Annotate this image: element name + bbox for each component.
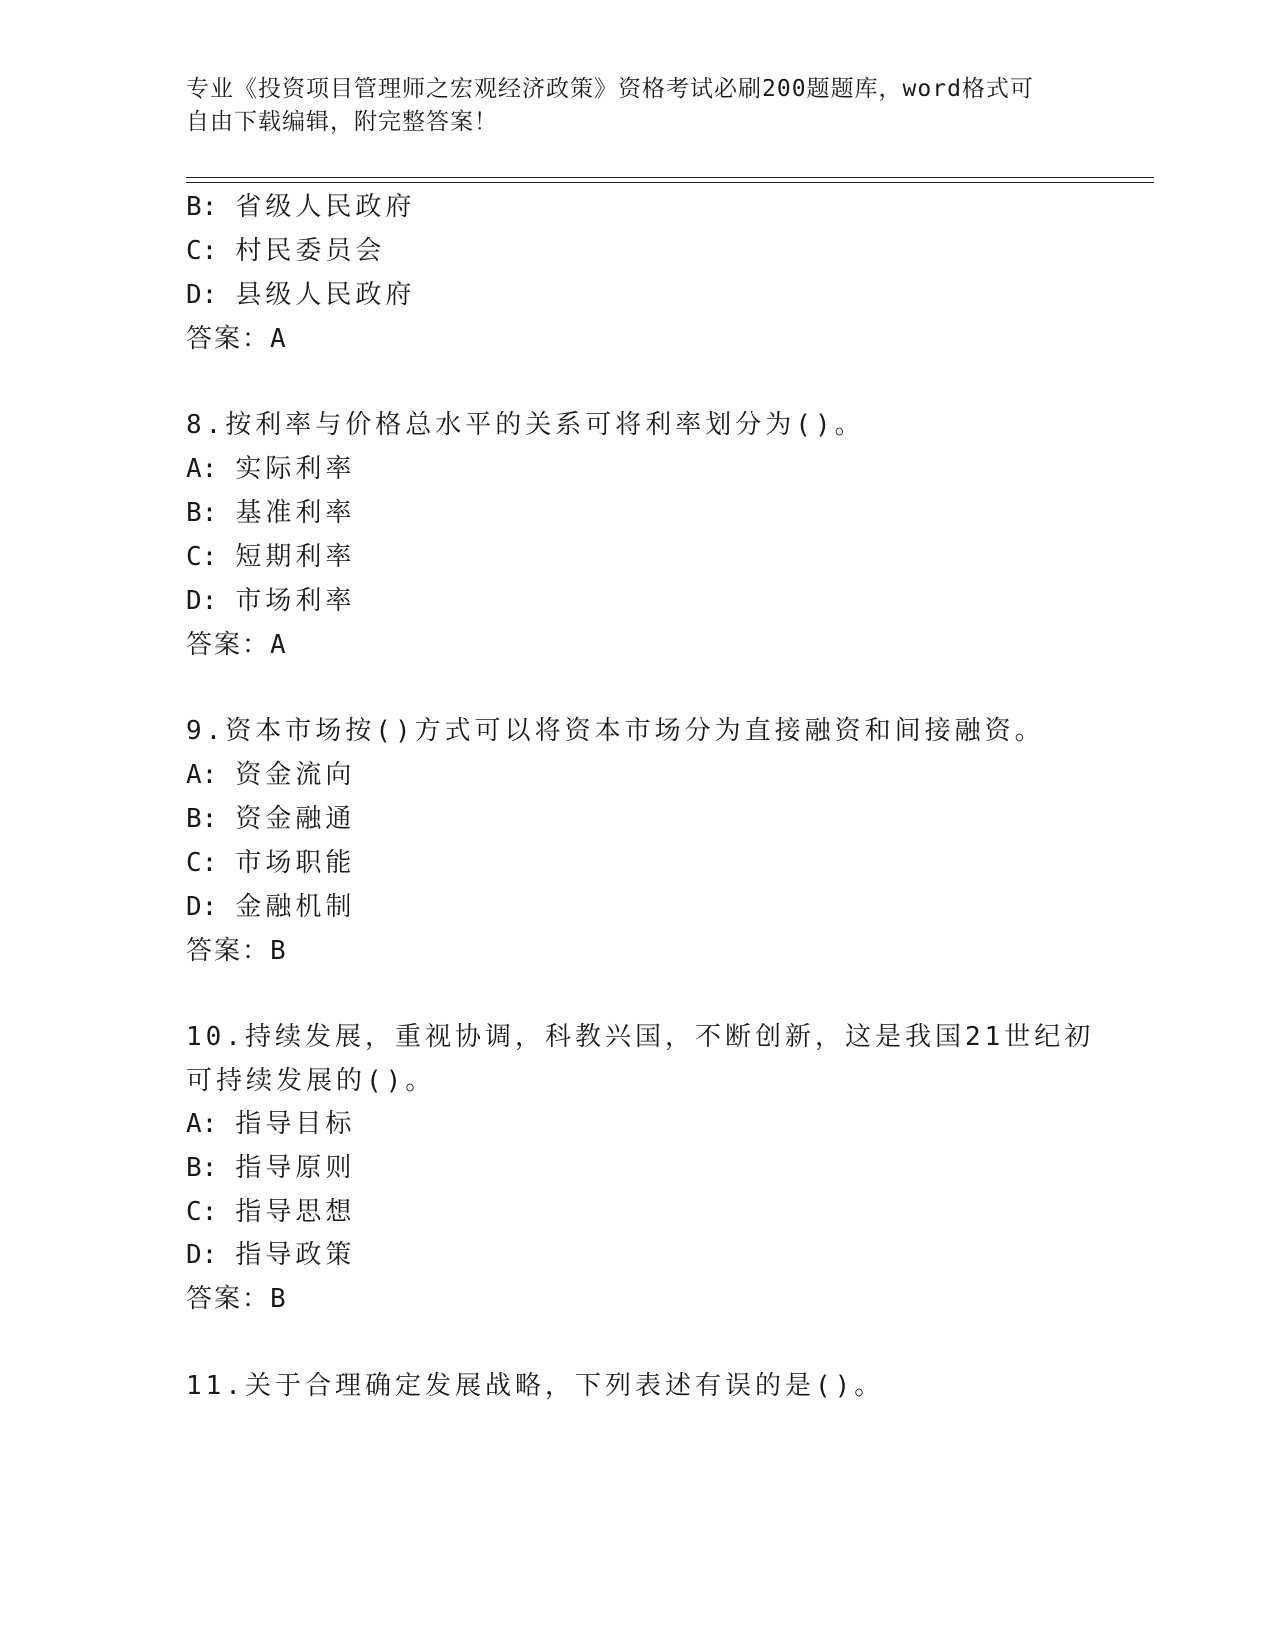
- q10-option-d: D: 指导政策: [186, 1240, 356, 1270]
- q7-option-d: D: 县级人民政府: [186, 280, 416, 310]
- header-divider-bottom: [186, 182, 1154, 183]
- q8-option-a: A: 实际利率: [186, 454, 356, 484]
- q10-option-a: A: 指导目标: [186, 1109, 356, 1139]
- q10-answer: 答案：B: [186, 1284, 288, 1314]
- q10-option-c: C: 指导思想: [186, 1197, 356, 1227]
- q7-option-b: B: 省级人民政府: [186, 192, 416, 222]
- q8-option-b: B: 基准利率: [186, 498, 356, 528]
- q7-answer: 答案：A: [186, 324, 288, 354]
- q9-answer: 答案：B: [186, 936, 288, 966]
- document-header: [186, 73, 1066, 139]
- q7-option-c: C: 村民委员会: [186, 236, 386, 266]
- q11-question: 11.关于合理确定发展战略，下列表述有误的是()。: [186, 1371, 885, 1401]
- q8-option-d: D: 市场利率: [186, 586, 356, 616]
- header-line-1: 专业《投资项目管理师之宏观经济政策》资格考试必刷200题题库，word格式可: [186, 76, 1034, 102]
- q9-option-b: B: 资金融通: [186, 804, 356, 834]
- q9-option-a: A: 资金流向: [186, 760, 356, 790]
- q8-option-c: C: 短期利率: [186, 542, 356, 572]
- header-divider-top: [186, 177, 1154, 178]
- q10-question-line-2: 可持续发展的()。: [186, 1066, 436, 1096]
- q9-option-c: C: 市场职能: [186, 848, 356, 878]
- q8-answer: 答案：A: [186, 630, 288, 660]
- q10-question-line-1: 10.持续发展，重视协调，科教兴国，不断创新，这是我国21世纪初: [186, 1022, 1095, 1052]
- header-line-2: 自由下载编辑，附完整答案！: [186, 109, 498, 135]
- q10-option-b: B: 指导原则: [186, 1153, 356, 1183]
- q8-question: 8.按利率与价格总水平的关系可将利率划分为()。: [186, 410, 865, 440]
- q9-option-d: D: 金融机制: [186, 892, 356, 922]
- q9-question: 9.资本市场按()方式可以将资本市场分为直接融资和间接融资。: [186, 716, 1045, 746]
